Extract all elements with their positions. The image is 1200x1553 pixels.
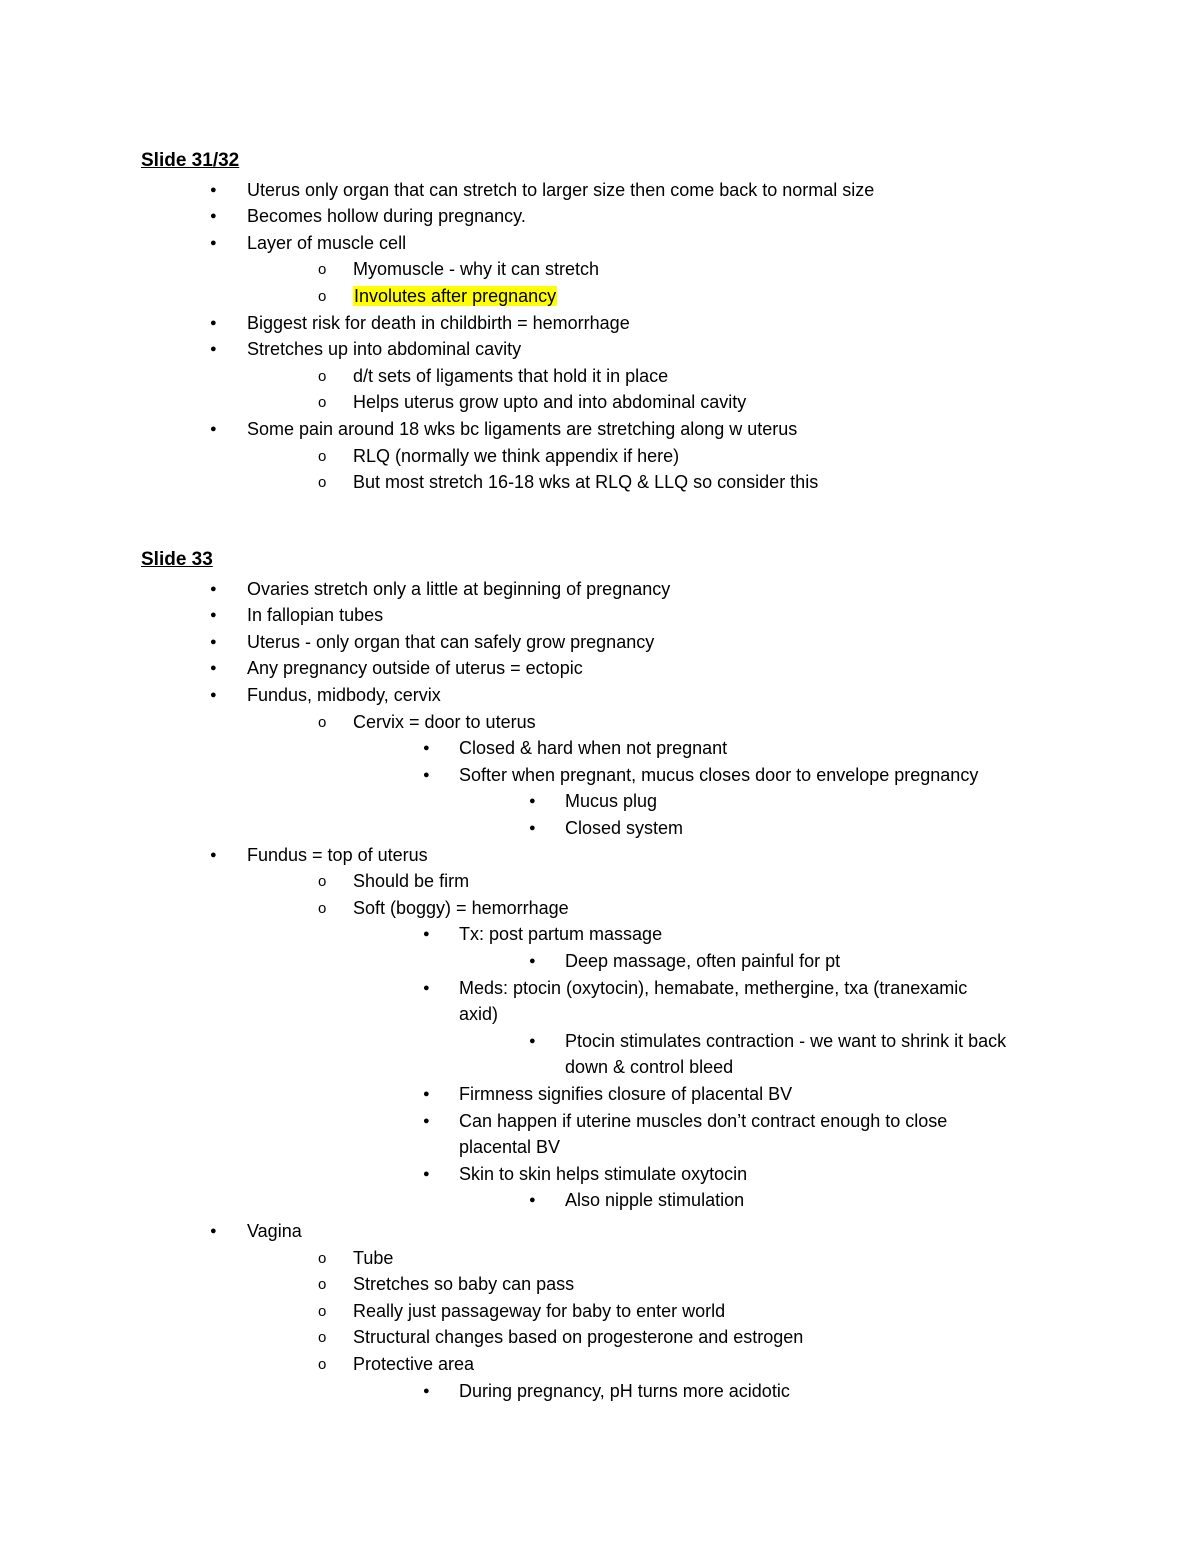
list-item-text: Ptocin stimulates contraction - we want to shrink it back [565,1030,1007,1051]
list-item-text: Any pregnancy outside of uterus = ectopic [247,658,583,679]
list-item-level-2 [353,283,557,309]
list-item-text: Tube [353,1247,394,1268]
list-item-text: Tx: post partum massage [459,924,663,945]
list-item-text: Firmness signifies closure of placental BV [459,1084,793,1104]
circle-bullet-icon: o [318,1329,327,1347]
bullet-icon: ● [423,1114,430,1127]
list-item-text: Skin to skin helps stimulate oxytocin [459,1163,748,1184]
list-item-level-2 [353,1298,725,1324]
circle-bullet-icon: o [318,367,327,385]
bullet-icon: ● [210,236,217,249]
list-item-level-2 [353,1351,474,1377]
list-item-level-3 [459,1108,947,1134]
bullet-icon: ● [423,1384,430,1397]
list-item-text: Softer when pregnant, mucus closes door to envelope pregnancy [459,764,979,785]
list-item-text: Should be firm [353,871,470,892]
list-item-text: Soft (boggy) = hemorrhage [353,897,569,918]
bullet-icon: ● [529,795,536,808]
list-item-text: Biggest risk for death in childbirth = hemorrhage [247,312,630,333]
bullet-icon: ● [529,1034,536,1047]
list-item-level-1 [247,230,406,256]
list-item-level-1 [247,336,521,362]
list-item-text: Mucus plug [565,791,658,812]
list-item-level-3 [459,1161,747,1187]
bullet-icon: ● [529,1194,536,1207]
list-item-text: Layer of muscle cell [247,232,407,253]
list-item-level-3 [459,762,978,788]
list-item-text: Stretches so baby can pass [353,1274,575,1295]
list-item-text: Protective area [353,1354,475,1374]
list-item-text: Deep massage, often painful for pt [565,951,841,971]
list-item-text: Meds: ptocin (oxytocin), hemabate, methergine, txa (tranexamic [459,977,968,998]
circle-bullet-icon: o [318,1276,327,1294]
list-item-level-4 [565,1187,744,1213]
list-item-level-1 [247,655,583,681]
list-item-level-2 [353,709,536,735]
circle-bullet-icon: o [318,1249,327,1267]
circle-bullet-icon: o [318,288,327,305]
list-item-text: Myomuscle - why it can stretch [353,259,600,280]
highlighted-text: Involutes after pregnancy [354,286,557,306]
bullet-icon: ● [423,981,430,994]
circle-bullet-icon: o [318,873,327,891]
list-item-level-4 [565,788,657,814]
list-item-level-2 [353,363,668,389]
bullet-icon: ● [210,316,217,329]
list-item-text: RLQ (normally we think appendix if here) [353,445,680,466]
list-item-level-1 [247,416,797,442]
list-item-text: Becomes hollow during pregnancy. [247,206,526,227]
section-heading: Slide 33 [141,549,213,570]
circle-bullet-icon: o [318,1302,327,1320]
circle-bullet-icon: o [318,261,327,279]
circle-bullet-icon: o [318,394,327,412]
bullet-icon: ● [423,1088,430,1100]
list-item-level-1 [247,842,428,868]
bullet-icon: ● [210,662,217,675]
list-item-level-1 [247,1218,302,1244]
list-item-text: Closed & hard when not pregnant [459,738,728,759]
list-item-continuation: placental BV [459,1137,561,1158]
list-item-text: Helps uterus grow upto and into abdominal cavity [353,392,747,413]
list-item-continuation: down & control bleed [565,1057,734,1078]
circle-bullet-icon: o [318,713,327,731]
list-item-level-2 [353,256,599,282]
circle-bullet-icon: o [318,899,327,917]
list-item-level-2 [353,895,569,921]
list-item-level-2 [353,1245,393,1271]
bullet-icon: ● [210,689,217,701]
list-item-level-2 [353,1271,574,1297]
list-item-level-2 [353,469,818,495]
list-item-level-1 [247,177,874,203]
list-item-text: Fundus, midbody, cervix [247,685,441,705]
list-item-text: Uterus - only organ that can safely grow pregnancy [247,631,655,652]
circle-bullet-icon: o [318,474,327,492]
list-item-level-4 [565,948,840,974]
bullet-icon: ● [210,848,217,861]
list-item-level-3 [459,1378,790,1404]
list-item-text: Also nipple stimulation [565,1190,745,1211]
bullet-icon: ● [210,183,217,196]
bullet-icon: ● [210,423,217,435]
list-item-text: Stretches up into abdominal cavity [247,339,522,360]
list-item-text: Really just passageway for baby to enter world [353,1300,726,1321]
list-item-text: In fallopian tubes [247,605,384,626]
list-item-text: d/t sets of ligaments that hold it in place [353,365,669,386]
list-item-text: Uterus only organ that can stretch to larger size then come back to normal size [247,179,875,200]
list-item-level-4 [565,1028,1006,1054]
list-item-text: Some pain around 18 wks bc ligaments are stretching along w uterus [247,419,798,439]
list-item-text: Cervix = door to uterus [353,711,536,732]
bullet-icon: ● [423,1167,430,1180]
list-item-text: Can happen if uterine muscles don’t contract enough to close [459,1110,948,1131]
bullet-icon: ● [423,768,430,781]
bullet-icon: ● [529,822,536,834]
bullet-icon: ● [210,582,217,595]
list-item-level-1 [247,203,526,229]
section-heading: Slide 31/32 [141,150,240,171]
circle-bullet-icon: o [318,1356,327,1373]
list-item-level-1 [247,682,441,708]
list-item-level-2 [353,443,679,469]
bullet-icon: ● [423,742,430,755]
bullet-icon: ● [210,343,217,356]
bullet-icon: ● [423,928,430,941]
list-item-text: During pregnancy, pH turns more acidotic [459,1380,790,1401]
list-item-continuation: axid) [459,1004,499,1025]
bullet-icon: ● [210,609,217,622]
circle-bullet-icon: o [318,447,327,465]
list-item-level-3 [459,975,967,1001]
list-item-text: Vagina [247,1221,302,1241]
list-item-level-2 [353,868,469,894]
list-item-level-1 [247,310,630,336]
list-item-level-2 [353,1324,803,1350]
list-item-level-3 [459,921,662,947]
list-item-level-3 [459,735,727,761]
bullet-icon: ● [210,635,217,648]
list-item-text: Closed system [565,818,684,838]
list-item-level-1 [247,629,654,655]
bullet-icon: ● [210,1225,217,1237]
list-item-level-2 [353,389,746,415]
bullet-icon: ● [210,210,217,223]
list-item-level-3 [459,1081,792,1107]
list-item-level-1 [247,576,670,602]
list-item-level-4 [565,815,683,841]
bullet-icon: ● [529,955,536,967]
list-item-text: Structural changes based on progesterone and estrogen [353,1327,804,1348]
list-item-text: Fundus = top of uterus [247,844,428,865]
list-item-text: But most stretch 16-18 wks at RLQ & LLQ so consider this [353,472,819,493]
list-item-level-1 [247,602,383,628]
list-item-text: Ovaries stretch only a little at beginning of pregnancy [247,578,671,599]
